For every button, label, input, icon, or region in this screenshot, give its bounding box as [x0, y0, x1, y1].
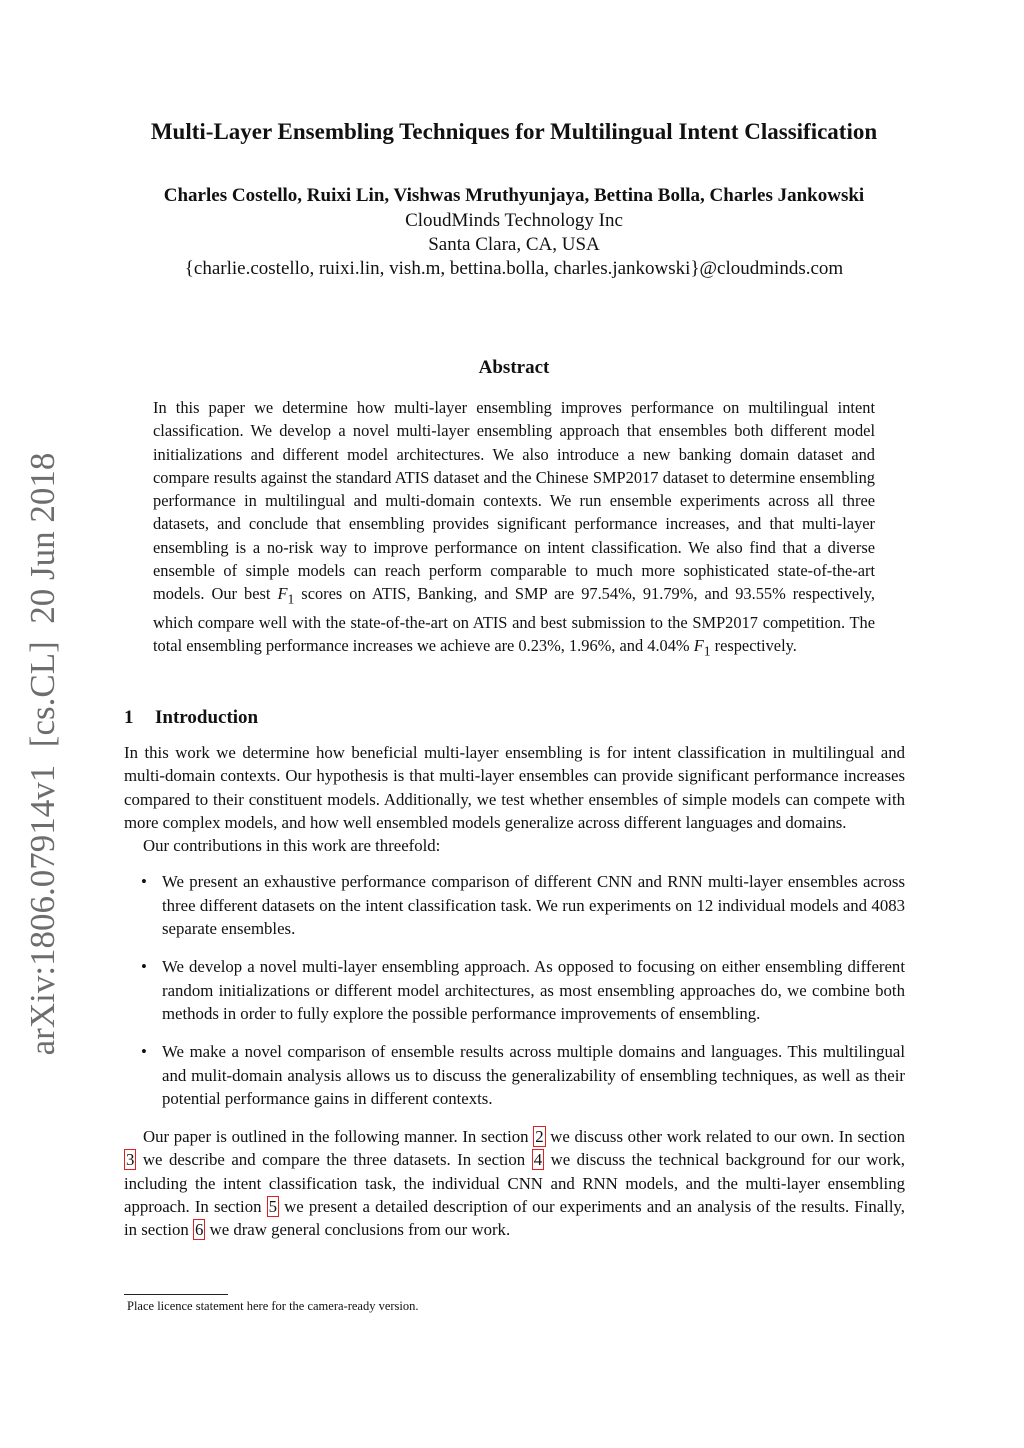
outline-text: we discuss other work related to our own. In section	[545, 1127, 905, 1147]
section-ref-link[interactable]: 2	[535, 1127, 544, 1147]
intro-paragraph-2: Our contributions in this work are threefold:	[143, 836, 441, 856]
footnote: Place licence statement here for the camera-ready version.	[127, 1299, 419, 1313]
outline-text: we present a detailed description of our experiments and an analysis of the results. Finally, in section	[124, 1197, 905, 1240]
abstract-text-part-3: respectively.	[710, 636, 797, 656]
outline-text: we describe and compare the three datasets. In section	[136, 1150, 532, 1170]
section-title: Introduction	[155, 707, 259, 728]
intro-outline-paragraph	[124, 1125, 905, 1241]
footnote-divider	[124, 1294, 228, 1295]
section-ref-link[interactable]: 4	[533, 1150, 543, 1170]
section-ref-link[interactable]: 5	[268, 1197, 278, 1217]
f1-symbol: F	[693, 636, 704, 656]
list-item	[124, 1040, 905, 1110]
intro-paragraph-1: In this work we determine how beneficial multi-layer ensembling is for intent classification in multilingual and multi-domain contexts. Our hypothesis is that multi-layer ensembles can provide significant performance increases compared to their constituent models. Additionally, we test whether ensembles of simple models can compete with more complex models, and how well ensembled models generalize across different languages and domains.	[124, 743, 905, 832]
author-emails: {charlie.costello, ruixi.lin, vish.m, bettina.bolla, charles.jankowski}@cloudminds.com	[184, 258, 844, 279]
outline-text: we draw general conclusions from our work.	[205, 1220, 511, 1240]
introduction-body	[124, 741, 905, 1242]
outline-text: we discuss the technical background for our work, including the intent classification task, the individual CNN and RNN models, and the multi-layer ensembling approach. In section	[124, 1150, 905, 1217]
f1-subscript: 1	[287, 591, 295, 607]
paper-title: Multi-Layer Ensembling Techniques for Multilingual Intent Classification	[150, 119, 878, 144]
bullet-icon: •	[141, 872, 147, 892]
arxiv-identifier: arXiv:1806.07914v1 [cs.CL] 20 Jun 2018	[23, 452, 62, 1056]
abstract-heading: Abstract	[478, 357, 550, 378]
list-item-text: We make a novel comparison of ensemble results across multiple domains and languages. This multilingual and mulit-domain analysis allows us to discuss the generalizability of ensembling techniques, as well as their potential performance gains in different contexts.	[162, 1042, 905, 1108]
author-list: Charles Costello, Ruixi Lin, Vishwas Mruthyunjaya, Bettina Bolla, Charles Jankowski	[163, 185, 865, 206]
location: Santa Clara, CA, USA	[428, 234, 600, 255]
list-item	[124, 870, 905, 940]
section-heading-introduction	[124, 706, 258, 730]
contributions-list	[124, 870, 905, 1110]
f1-subscript: 1	[703, 643, 711, 659]
abstract-text	[153, 396, 875, 663]
f1-symbol: F	[277, 584, 288, 604]
bullet-icon: •	[141, 957, 147, 977]
section-number: 1	[124, 707, 134, 728]
section-ref-link[interactable]: 3	[126, 1150, 135, 1170]
list-item-text: We present an exhaustive performance comparison of different CNN and RNN multi-layer ensembles across three different datasets on the intent classification task. We run experiments on 12 individual models and 4083 separate ensembles.	[162, 872, 905, 939]
section-ref-link[interactable]: 6	[194, 1220, 204, 1240]
outline-text: Our paper is outlined in the following manner. In section	[143, 1127, 534, 1147]
list-item-text: We develop a novel multi-layer ensembling approach. As opposed to focusing on either ensembling different random initializations or different model architectures, as most ensembling approaches do, we combine both methods in order to fully explore the possible performance improvements of ensembling.	[162, 957, 905, 1023]
abstract-text-part-2: scores on ATIS, Banking, and SMP are 97.54%, 91.79%, and 93.55% respectively, which compare well with the state-of-the-art on ATIS and best submission to the SMP2017 competition. The total ensembling performance increases we achieve are 0.23%, 1.96%, and 4.04%	[153, 584, 875, 656]
list-item	[124, 955, 905, 1025]
bullet-icon: •	[141, 1042, 147, 1062]
affiliation: CloudMinds Technology Inc	[405, 210, 623, 231]
abstract-text-part-1: In this paper we determine how multi-layer ensembling improves performance on multilingual intent classification. We develop a novel multi-layer ensembling approach that ensembles both different model initializations and different model architectures. We also introduce a new banking domain dataset and compare results against the standard ATIS dataset and the Chinese SMP2017 dataset to determine ensembling performance in multilingual and multi-domain contexts. We run ensemble experiments across all three datasets, and conclude that ensembling provides significant performance increases, and that multi-layer ensembling is a no-risk way to improve performance on intent classification. We also find that a diverse ensemble of simple models can reach perform comparable to much more sophisticated state-of-the-art models. Our best	[153, 398, 875, 604]
